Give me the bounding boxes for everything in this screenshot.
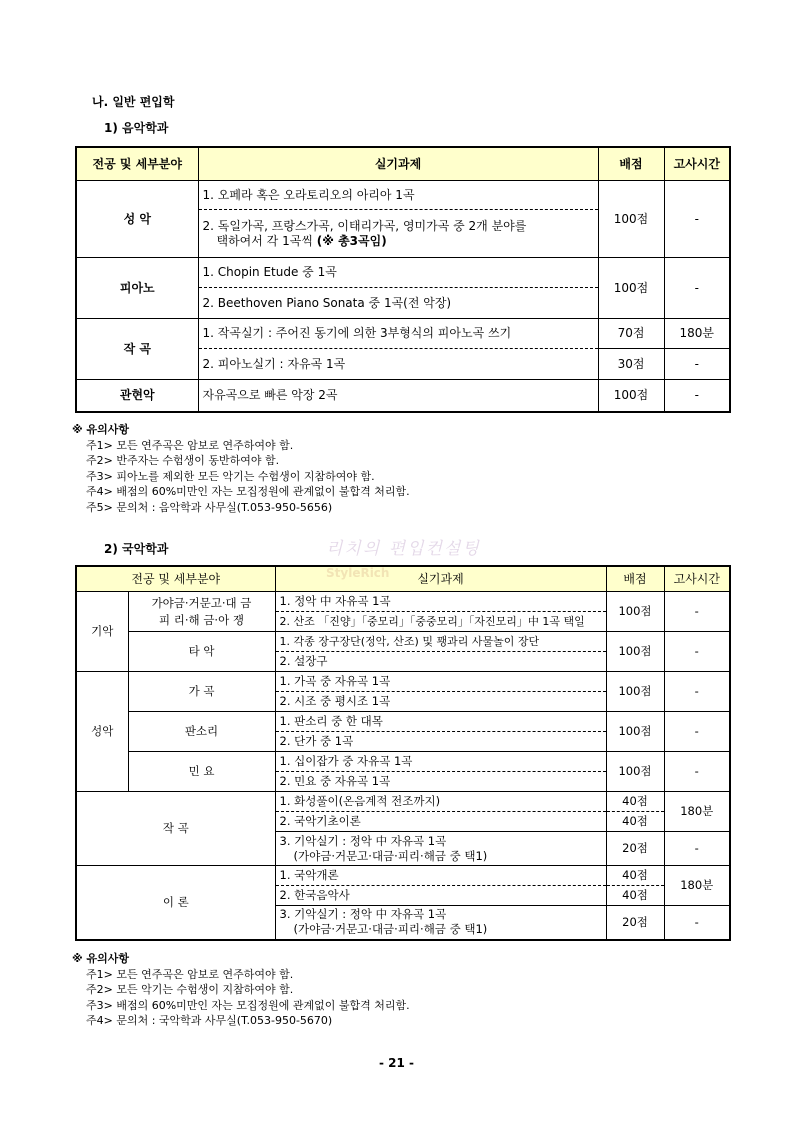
sub-strings-line1: 가야금·거문고·대 금	[151, 595, 252, 610]
sub-gagok: 가 곡	[128, 672, 275, 712]
composition-score-1: 70점	[598, 319, 664, 349]
composition-score-2: 30점	[598, 349, 664, 380]
percussion-time: -	[664, 632, 730, 672]
note-item: 주1> 모든 연주곡은 암보로 연주하여야 함.	[86, 967, 294, 981]
header-task: 실기과제	[275, 566, 606, 592]
note-item: 주3> 피아노를 제외한 모든 악기는 수험생이 지참하여야 함.	[86, 469, 375, 483]
theory-task-3	[275, 906, 606, 940]
kcomp-time-3: -	[664, 832, 730, 866]
kcomp-task-3-line2: (가야금·거문고·대금·피리·해금 중 택1)	[293, 848, 488, 863]
theory-score-3: 20점	[606, 906, 664, 940]
kcomp-task-2: 2. 국악기초이론	[275, 812, 606, 832]
theory-score-1: 40점	[606, 866, 664, 886]
major-composition: 작 곡	[76, 319, 198, 380]
note-item: 주1> 모든 연주곡은 암보로 연주하여야 함.	[86, 438, 294, 452]
gagok-task-2: 2. 시조 중 평시조 1곡	[275, 692, 606, 712]
vocal-time: -	[664, 181, 730, 258]
notes-music	[72, 422, 410, 515]
theory-task-3-line2: (가야금·거문고·대금·피리·해금 중 택1)	[293, 922, 488, 937]
note-item: 주5> 문의처 : 음악학과 사무실(T.053-950-5656)	[86, 500, 333, 514]
sub-pansori: 판소리	[128, 712, 275, 752]
notes-title: ※ 유의사항	[72, 423, 130, 436]
note-item: 주3> 배점의 60%미만인 자는 모집정원에 관계없이 불합격 처리함.	[86, 998, 410, 1012]
vocal-task-2-emphasis: (※ 총3곡임)	[316, 233, 387, 248]
minyo-time: -	[664, 752, 730, 792]
pansori-time: -	[664, 712, 730, 752]
korean-music-dept-title: 2) 국악학과	[104, 542, 169, 556]
pansori-task-1: 1. 판소리 중 한 대목	[275, 712, 606, 732]
minyo-task-1: 1. 십이잡가 중 자유곡 1곡	[275, 752, 606, 772]
sub-percussion: 타 악	[128, 632, 275, 672]
piano-time: -	[664, 258, 730, 319]
theory-task-3-line1: 3. 기악실기 : 정악 中 자유곡 1곡	[279, 907, 447, 922]
gagok-task-1: 1. 가곡 중 자유곡 1곡	[275, 672, 606, 692]
kcomp-score-3: 20점	[606, 832, 664, 866]
orchestra-task: 자유곡으로 빠른 악장 2곡	[198, 380, 598, 412]
table-row	[76, 380, 730, 412]
music-exam-table	[75, 146, 731, 413]
major-composition: 작 곡	[76, 792, 275, 866]
korean-music-exam-table	[75, 565, 731, 941]
note-item: 주2> 모든 악기는 수험생이 지참하여야 함.	[86, 983, 294, 996]
table-header-row	[76, 147, 730, 181]
vocal-score: 100점	[598, 181, 664, 258]
vocal-task-1: 1. 오페라 혹은 오라토리오의 아리아 1곡	[198, 181, 598, 210]
table-header-row	[76, 566, 730, 592]
major-orchestra: 관현악	[76, 380, 198, 412]
table-row	[76, 712, 730, 732]
gagok-score: 100점	[606, 672, 664, 712]
percussion-score: 100점	[606, 632, 664, 672]
header-score: 배점	[598, 147, 664, 181]
theory-time-12: 180분	[664, 866, 730, 906]
percussion-task-2: 2. 설장구	[275, 652, 606, 672]
gagok-time: -	[664, 672, 730, 712]
pansori-score: 100점	[606, 712, 664, 752]
theory-task-2: 2. 한국음악사	[275, 886, 606, 906]
kcomp-task-3-line1: 3. 기악실기 : 정악 中 자유곡 1곡	[279, 833, 447, 848]
composition-task-1: 1. 작곡실기 : 주어진 동기에 의한 3부형식의 피아노곡 쓰기	[198, 319, 598, 349]
theory-time-3: -	[664, 906, 730, 940]
percussion-task-1: 1. 각종 장구장단(정악, 산조) 및 꽹과리 사물놀이 장단	[275, 632, 606, 652]
theory-score-2: 40점	[606, 886, 664, 906]
sub-strings-line2: 피 리·해 금·아 쟁	[159, 612, 244, 627]
piano-task-1: 1. Chopin Etude 중 1곡	[198, 258, 598, 288]
table-row	[76, 632, 730, 652]
table-row	[76, 752, 730, 772]
table-row	[76, 319, 730, 349]
table-row	[76, 672, 730, 692]
major-vocal: 성 악	[76, 181, 198, 258]
kcomp-task-1: 1. 화성풀이(온음계적 전조까지)	[275, 792, 606, 812]
kcomp-score-2: 40점	[606, 812, 664, 832]
section-title: 나. 일반 편입학	[92, 95, 175, 109]
minyo-task-2: 2. 민요 중 자유곡 1곡	[275, 772, 606, 792]
header-time: 고사시간	[664, 147, 730, 181]
vocal-task-2-line1: 2. 독일가곡, 프랑스가곡, 이태리가곡, 영미가곡 중 2개 분야를	[202, 218, 527, 233]
vocal-task-2	[198, 210, 598, 258]
table-row	[76, 792, 730, 812]
composition-time-2: -	[664, 349, 730, 380]
kcomp-task-3	[275, 832, 606, 866]
table-row	[76, 866, 730, 886]
strings-score: 100점	[606, 592, 664, 632]
strings-task-2: 2. 산조 「진양」「중모리」「중중모리」「자진모리」中 1곡 택일	[275, 612, 606, 632]
composition-task-2: 2. 피아노실기 : 자유곡 1곡	[198, 349, 598, 380]
orchestra-score: 100점	[598, 380, 664, 412]
table-row	[76, 592, 730, 612]
page-number: - 21 -	[378, 1056, 414, 1070]
strings-time: -	[664, 592, 730, 632]
table-row	[76, 181, 730, 210]
header-time: 고사시간	[664, 566, 730, 592]
watermark-text: 리치의 편입컨설팅	[326, 539, 481, 559]
music-dept-title: 1) 음악학과	[104, 121, 169, 135]
header-major: 전공 및 세부분야	[76, 566, 275, 592]
theory-task-1: 1. 국악개론	[275, 866, 606, 886]
kcomp-score-1: 40점	[606, 792, 664, 812]
kcomp-time-12: 180분	[664, 792, 730, 832]
composition-time-1: 180분	[664, 319, 730, 349]
note-item: 주2> 반주자는 수험생이 동반하여야 함.	[86, 454, 280, 467]
table-row	[76, 258, 730, 288]
vocal-task-2-text: 택하여서 각 1곡씩	[216, 233, 317, 248]
watermark-logo: StyleRich	[326, 566, 390, 580]
note-item: 주4> 문의처 : 국악학과 사무실(T.053-950-5670)	[86, 1014, 333, 1027]
notes-korean-music	[72, 951, 410, 1029]
strings-task-1: 1. 정악 中 자유곡 1곡	[275, 592, 606, 612]
note-item: 주4> 배점의 60%미만인 자는 모집정원에 관계없이 불합격 처리함.	[86, 485, 410, 498]
sub-minyo: 민 요	[128, 752, 275, 792]
header-major: 전공 및 세부분야	[76, 147, 198, 181]
piano-score: 100점	[598, 258, 664, 319]
major-theory: 이 론	[76, 866, 275, 940]
pansori-task-2: 2. 단가 중 1곡	[275, 732, 606, 752]
major-piano: 피아노	[76, 258, 198, 319]
sub-strings	[128, 592, 275, 632]
minyo-score: 100점	[606, 752, 664, 792]
header-score: 배점	[606, 566, 664, 592]
notes-title: ※ 유의사항	[72, 952, 130, 965]
major-instrumental: 기악	[76, 592, 128, 672]
header-task: 실기과제	[198, 147, 598, 181]
vocal-task-2-line2	[203, 234, 594, 249]
piano-task-2: 2. Beethoven Piano Sonata 중 1곡(전 악장)	[198, 288, 598, 319]
orchestra-time: -	[664, 380, 730, 412]
major-vocal: 성악	[76, 672, 128, 792]
